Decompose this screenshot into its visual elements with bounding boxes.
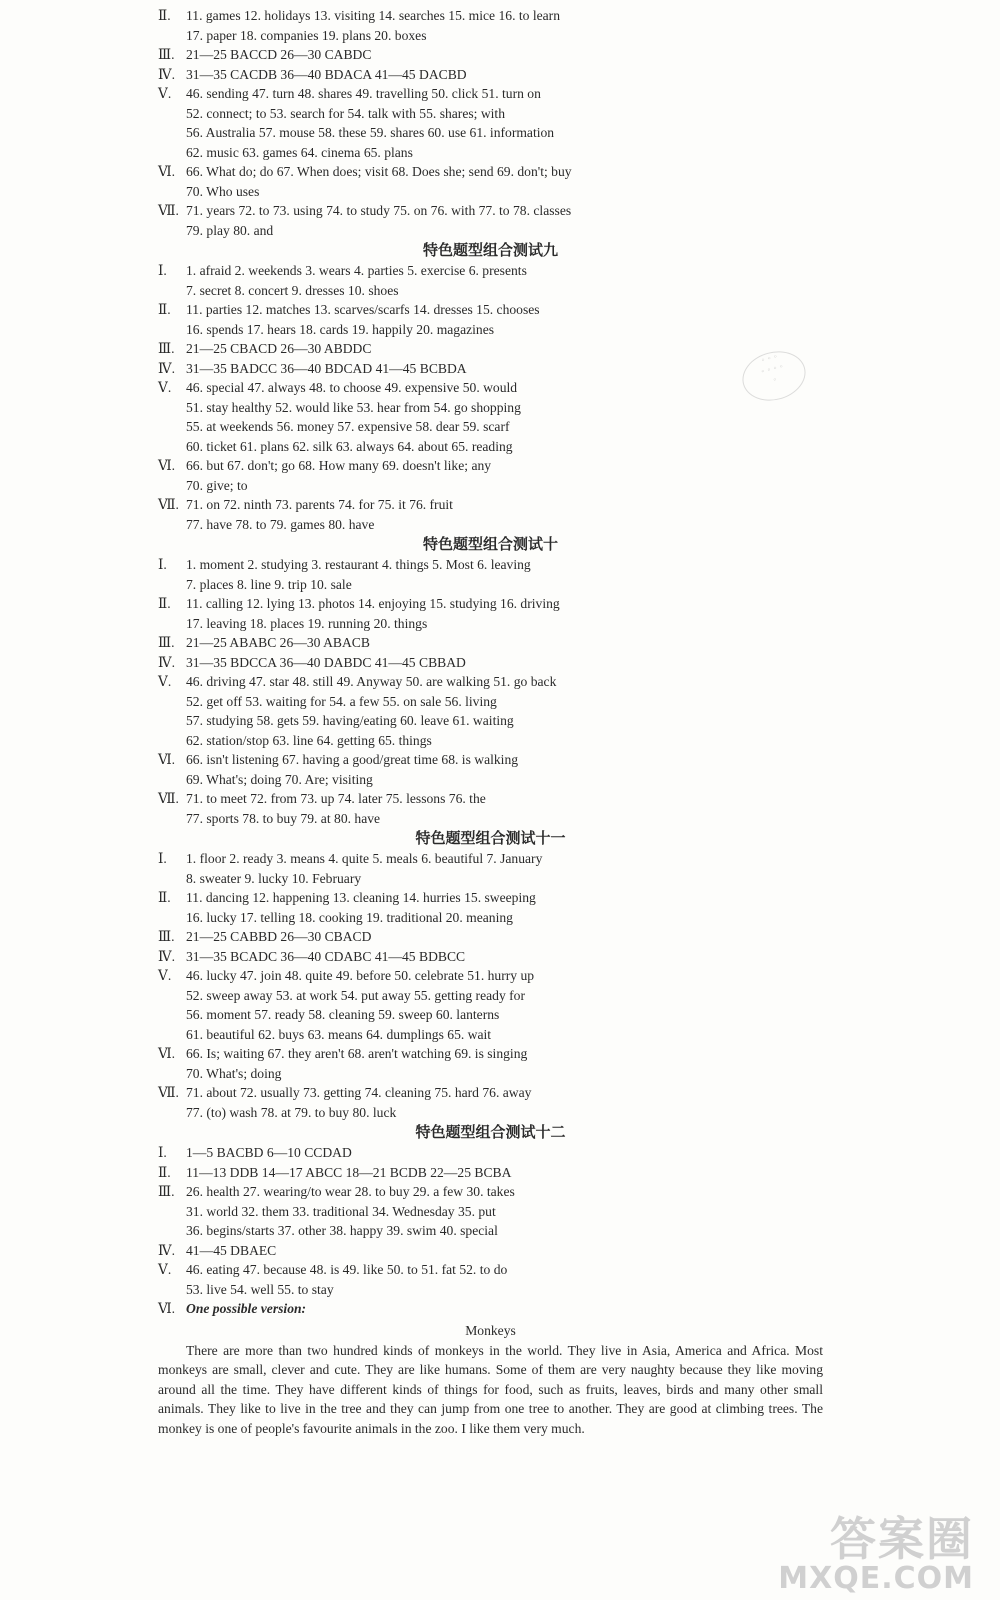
answer-text: 62. station/stop 63. line 64. getting 65. things: [186, 732, 432, 748]
part-numeral: Ⅶ.: [158, 791, 179, 806]
answer-line: [158, 84, 823, 104]
answer-line: [158, 221, 823, 241]
answer-text: 1. moment 2. studying 3. restaurant 4. things 5. Most 6. leaving: [186, 557, 531, 572]
passage-title: Monkeys: [465, 1322, 516, 1338]
answer-text: 11. dancing 12. happening 13. cleaning 14. hurries 15. sweeping: [186, 890, 536, 905]
answer-line: [158, 594, 823, 614]
answer-text: 46. special 47. always 48. to choose 49. expensive 50. would: [186, 380, 518, 395]
answer-line: [158, 1044, 823, 1064]
section-heading: 特色题型组合测试十: [422, 535, 558, 553]
answer-text: 60. ticket 61. plans 62. silk 63. always 64. about 65. reading: [186, 438, 513, 454]
answer-line: [158, 908, 823, 928]
answer-line: [158, 770, 823, 790]
answer-text: 70. give; to: [186, 477, 248, 493]
answer-text: 31—35 CACDB 36—40 BDACA 41—45 DACBD: [186, 66, 467, 82]
answer-text: 21—25 ABABC 26—30 ABACB: [186, 635, 370, 650]
answer-text: 26. health 27. wearing/to wear 28. to buy 29. a few 30. takes: [186, 1184, 515, 1199]
answer-line: [158, 476, 823, 496]
answer-text: 77. sports 78. to buy 79. at 80. have: [186, 810, 381, 826]
answer-text: 21—25 CBACD 26—30 ABDDC: [186, 341, 372, 356]
answer-text: One possible version:: [186, 1301, 307, 1316]
answer-text: 70. What's; doing: [186, 1065, 282, 1081]
answer-text: 77. (to) wash 78. at 79. to buy 80. luck: [186, 1104, 397, 1120]
answer-line: [158, 261, 823, 281]
answer-text: 17. leaving 18. places 19. running 20. things: [186, 615, 428, 631]
answer-line: [158, 731, 823, 751]
answer-text: 57. studying 58. gets 59. having/eating 60. leave 61. waiting: [186, 713, 514, 728]
part-numeral: Ⅲ.: [158, 341, 175, 356]
answer-line: [158, 456, 823, 476]
answer-line: [158, 692, 823, 712]
part-numeral: Ⅵ.: [158, 752, 176, 767]
answer-text: 31. world 32. them 33. traditional 34. Wednesday 35. put: [186, 1203, 496, 1219]
part-numeral: Ⅱ.: [158, 8, 171, 23]
answer-text: 55. at weekends 56. money 57. expensive 58. dear 59. scarf: [186, 419, 510, 434]
answer-line: [158, 1103, 823, 1123]
answer-line: [158, 417, 823, 437]
answer-text: 21—25 BACCD 26—30 CABDC: [186, 47, 372, 62]
part-numeral: Ⅲ.: [158, 635, 175, 650]
answer-text: 7. secret 8. concert 9. dresses 10. shoes: [186, 282, 399, 298]
answer-text: 53. live 54. well 55. to stay: [186, 1281, 334, 1297]
answer-line: [158, 162, 823, 182]
answer-line: [158, 575, 823, 595]
answer-text: 66. Is; waiting 67. they aren't 68. aren't watching 69. is singing: [186, 1046, 528, 1061]
watermark: [778, 1514, 974, 1594]
answer-line: [158, 1280, 823, 1300]
part-numeral: Ⅶ.: [158, 497, 179, 512]
answer-text: 62. music 63. games 64. cinema 65. plans: [186, 144, 413, 160]
answer-line: [158, 614, 823, 634]
seal-stamp: ◦ ◦ ◦ ◦ ◦ ◦ ◦ ◦: [737, 345, 811, 408]
section-heading: 特色题型组合测试十二: [415, 1123, 566, 1141]
answer-line: [158, 888, 823, 908]
part-numeral: Ⅴ.: [158, 86, 172, 101]
answer-line: [158, 201, 823, 221]
answer-text: 71. on 72. ninth 73. parents 74. for 75. it 76. fruit: [186, 497, 453, 512]
answer-line: [158, 849, 823, 869]
part-numeral: Ⅲ.: [158, 47, 175, 62]
answer-text: 61. beautiful 62. buys 63. means 64. dumplings 65. wait: [186, 1026, 492, 1042]
answer-text: 7. places 8. line 9. trip 10. sale: [186, 576, 352, 592]
answer-text: 79. play 80. and: [186, 222, 274, 238]
answer-line: [158, 281, 823, 301]
answer-text: 1. afraid 2. weekends 3. wears 4. parties 5. exercise 6. presents: [186, 263, 527, 278]
answer-line: [158, 359, 823, 379]
answer-line: [158, 378, 823, 398]
answer-line: [158, 1025, 823, 1045]
watermark-url: MXQE.COM: [778, 1561, 974, 1596]
answer-text: 11. calling 12. lying 13. photos 14. enjoying 15. studying 16. driving: [186, 596, 560, 611]
answer-text: 36. begins/starts 37. other 38. happy 39. swim 40. special: [186, 1223, 498, 1238]
answer-line: [158, 515, 823, 535]
answer-text: 51. stay healthy 52. would like 53. hear from 54. go shopping: [186, 399, 521, 415]
answer-line: [158, 986, 823, 1006]
answer-line: [158, 26, 823, 46]
answer-line: [158, 123, 823, 143]
answer-text: 66. but 67. don't; go 68. How many 69. doesn't like; any: [186, 458, 492, 473]
part-numeral: Ⅰ.: [158, 851, 167, 866]
answer-line: [158, 869, 823, 889]
answer-line: [158, 1260, 823, 1280]
answer-text: 52. get off 53. waiting for 54. a few 55. on sale 56. living: [186, 693, 497, 709]
answer-text: 66. isn't listening 67. having a good/great time 68. is walking: [186, 752, 519, 767]
answer-line: [158, 633, 823, 653]
part-numeral: Ⅳ.: [158, 948, 175, 964]
answer-text: 71. about 72. usually 73. getting 74. cleaning 75. hard 76. away: [186, 1085, 532, 1100]
answer-sheet: [158, 6, 823, 1438]
passage-text: There are more than two hundred kinds of monkeys in the world. They live in Asia, America and Africa. Most monkeys are small, clever and cute. They are like humans. Some of them are very naughty because they like moving around all the time. They have different kinds of things for food, such as fruits, leaves, birds and many other small animals. They like to live in the tree and they can jump from one tree to another. They are good at climbing trees. The monkey is one of people's favourite animals in the zoo. I like them very much.: [158, 1342, 823, 1436]
answer-line: [158, 966, 823, 986]
watermark-logo: 答案圈: [830, 1512, 974, 1566]
answer-text: 17. paper 18. companies 19. plans 20. boxes: [186, 27, 427, 43]
answer-line: [158, 653, 823, 673]
answer-text: 11—13 DDB 14—17 ABCC 18—21 BCDB 22—25 BCBA: [186, 1164, 512, 1180]
answer-line: [158, 789, 823, 809]
answer-text: 16. spends 17. hears 18. cards 19. happily 20. magazines: [186, 321, 495, 337]
answer-line: [158, 1202, 823, 1222]
part-numeral: Ⅳ.: [158, 1242, 175, 1258]
part-numeral: Ⅳ.: [158, 66, 175, 82]
answer-text: 52. connect; to 53. search for 54. talk with 55. shares; with: [186, 105, 506, 121]
section-heading: 特色题型组合测试九: [422, 241, 558, 259]
answer-line: [158, 339, 823, 359]
answer-line: [158, 1005, 823, 1025]
part-numeral: Ⅵ.: [158, 458, 176, 473]
answer-line: [158, 45, 823, 65]
answer-text: 46. eating 47. because 48. is 49. like 50. to 51. fat 52. to do: [186, 1262, 508, 1277]
part-numeral: Ⅲ.: [158, 1184, 175, 1199]
part-numeral: Ⅳ.: [158, 654, 175, 670]
answer-text: 69. What's; doing 70. Are; visiting: [186, 771, 373, 787]
answer-line: [158, 947, 823, 967]
answer-text: 41—45 DBAEC: [186, 1242, 277, 1258]
answer-text: 71. to meet 72. from 73. up 74. later 75. lessons 76. the: [186, 791, 486, 806]
answer-line: [158, 927, 823, 947]
part-numeral: Ⅱ.: [158, 302, 171, 317]
answer-line: [158, 1241, 823, 1261]
answer-text: 21—25 CABBD 26—30 CBACD: [186, 929, 372, 944]
answer-text: 31—35 BDCCA 36—40 DABDC 41—45 CBBAD: [186, 654, 466, 670]
answer-text: 56. Australia 57. mouse 58. these 59. shares 60. use 61. information: [186, 125, 555, 140]
answer-line: [158, 1083, 823, 1103]
answer-line: [158, 1299, 823, 1319]
part-numeral: Ⅳ.: [158, 360, 175, 376]
answer-line: [158, 6, 823, 26]
part-numeral: Ⅵ.: [158, 1046, 176, 1061]
answer-line: [158, 1182, 823, 1202]
answer-line: [158, 104, 823, 124]
answer-text: 56. moment 57. ready 58. cleaning 59. sweep 60. lanterns: [186, 1007, 500, 1022]
part-numeral: Ⅱ.: [158, 890, 171, 905]
answer-text: 31—35 BCADC 36—40 CDABC 41—45 BDBCC: [186, 948, 466, 964]
part-numeral: Ⅰ.: [158, 263, 167, 278]
part-numeral: Ⅴ.: [158, 380, 172, 395]
answer-line: [158, 143, 823, 163]
answer-line: [158, 320, 823, 340]
answer-text: 77. have 78. to 79. games 80. have: [186, 516, 375, 532]
answer-line: [158, 65, 823, 85]
answer-line: [158, 495, 823, 515]
answer-text: 70. Who uses: [186, 183, 260, 199]
answer-text: 11. games 12. holidays 13. visiting 14. searches 15. mice 16. to learn: [186, 8, 561, 23]
answer-line: [158, 555, 823, 575]
answer-text: 46. sending 47. turn 48. shares 49. travelling 50. click 51. turn on: [186, 86, 541, 101]
answer-text: 16. lucky 17. telling 18. cooking 19. traditional 20. meaning: [186, 909, 513, 925]
answer-line: [158, 182, 823, 202]
part-numeral: Ⅱ.: [158, 1164, 171, 1180]
part-numeral: Ⅴ.: [158, 968, 172, 983]
answer-text: 1—5 BACBD 6—10 CCDAD: [186, 1145, 352, 1160]
part-numeral: Ⅴ.: [158, 674, 172, 689]
part-numeral: Ⅰ.: [158, 557, 167, 572]
answer-line: [158, 1143, 823, 1163]
answer-line: [158, 437, 823, 457]
answer-line: [158, 398, 823, 418]
part-numeral: Ⅴ.: [158, 1262, 172, 1277]
answer-text: 52. sweep away 53. at work 54. put away 55. getting ready for: [186, 987, 525, 1003]
answer-text: 46. driving 47. star 48. still 49. Anyway 50. are walking 51. go back: [186, 674, 557, 689]
answer-line: [158, 809, 823, 829]
section-heading: 特色题型组合测试十一: [415, 829, 566, 847]
part-numeral: Ⅰ.: [158, 1145, 167, 1160]
answer-line: [158, 672, 823, 692]
part-numeral: Ⅶ.: [158, 203, 179, 218]
part-numeral: Ⅱ.: [158, 596, 171, 611]
answer-text: 11. parties 12. matches 13. scarves/scarfs 14. dresses 15. chooses: [186, 302, 540, 317]
answer-text: 66. What do; do 67. When does; visit 68. Does she; send 69. don't; buy: [186, 164, 572, 179]
answer-line: [158, 750, 823, 770]
part-numeral: Ⅲ.: [158, 929, 175, 944]
answer-text: 8. sweater 9. lucky 10. February: [186, 870, 362, 886]
answer-text: 46. lucky 47. join 48. quite 49. before 50. celebrate 51. hurry up: [186, 968, 535, 983]
part-numeral: Ⅶ.: [158, 1085, 179, 1100]
answer-text: 31—35 BADCC 36—40 BDCAD 41—45 BCBDA: [186, 360, 467, 376]
answer-text: 1. floor 2. ready 3. means 4. quite 5. meals 6. beautiful 7. January: [186, 851, 543, 866]
part-numeral: Ⅵ.: [158, 164, 176, 179]
answer-text: 71. years 72. to 73. using 74. to study 75. on 76. with 77. to 78. classes: [186, 203, 572, 218]
answer-line: [158, 711, 823, 731]
answer-line: [158, 300, 823, 320]
answer-line: [158, 1221, 823, 1241]
answer-line: [158, 1163, 823, 1183]
answer-line: [158, 1064, 823, 1084]
part-numeral: Ⅵ.: [158, 1301, 176, 1316]
